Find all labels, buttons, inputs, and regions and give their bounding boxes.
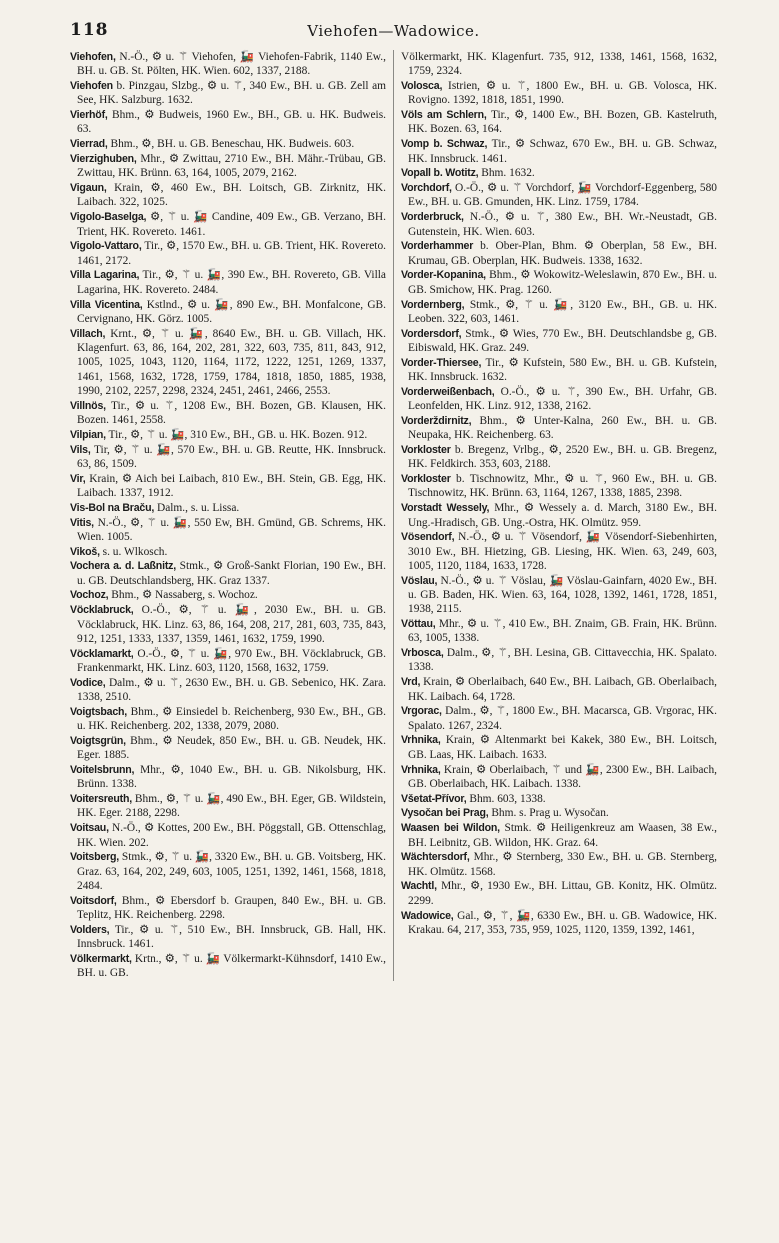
entry-text: Stmk., ⚙, ⚚ u. 🚂, 3320 Ew., BH. u. GB. Voitsberg, HK. Graz. 63, 164, 202, 249, 603, 1005, 1251, 1392, 1461, 1568, 1818, 2484.	[77, 851, 386, 892]
gazetteer-entry	[70, 850, 386, 893]
entry-headword: Vopall b. Wotitz,	[401, 167, 479, 180]
entry-text: Tir., ⚙, 1400 Ew., BH. Bozen, GB. Kastelruth, HK. Bozen. 63, 164.	[408, 109, 717, 136]
gazetteer-entry	[401, 210, 717, 239]
entry-headword: Vigolo-Baselga,	[70, 211, 147, 224]
entry-text: N.-Ö., ⚙, ⚚ u. 🚂, 550 Ew, BH. Gmünd, GB. Schrems, HK. Wien. 1005.	[77, 516, 386, 543]
gazetteer-entry	[401, 239, 717, 268]
entry-headword: Vordersdorf,	[401, 327, 462, 340]
entry-text: Dalm., s. u. Lissa.	[154, 501, 240, 514]
entry-headword: Vis-Bol na Braču,	[70, 501, 155, 514]
entry-text: Tir, ⚙, ⚚ u. 🚂, 570 Ew., BH. u. GB. Reutte, HK. Innsbruck. 63, 86, 1509.	[77, 443, 386, 470]
entry-headword: Vrhnika,	[401, 763, 441, 776]
entry-text: Krain, ⚙, 460 Ew., BH. Loitsch, GB. Zirknitz, HK. Laibach. 322, 1025.	[77, 182, 386, 209]
entry-text: Bhm. 603, 1338.	[466, 792, 546, 805]
entry-headword: Vilpian,	[70, 428, 106, 441]
gazetteer-entry	[70, 239, 386, 268]
entry-text: Tir., ⚙ u. ⚚, 1208 Ew., BH. Bozen, GB. Klausen, HK. Bozen. 1461, 2558.	[77, 399, 386, 426]
entry-headword: Vorchdorf,	[401, 182, 452, 195]
entry-headword: Vösendorf,	[401, 531, 455, 544]
entry-text: O.-Ö., ⚙ u. ⚚, 390 Ew., BH. Urfahr, GB. Leonfelden, HK. Linz. 912, 1338, 2162.	[408, 385, 717, 413]
entry-headword: Vorstadt Wessely,	[401, 502, 490, 515]
gazetteer-entry	[70, 734, 386, 763]
gazetteer-entry	[401, 166, 717, 180]
gazetteer-entry	[401, 79, 717, 108]
gazetteer-entry	[401, 137, 717, 166]
entry-text: Tir., ⚙, ⚚ u. 🚂, 390 Ew., BH. Rovereto, GB. Villa Lagarina, HK. Rovereto. 2484.	[77, 269, 386, 296]
gazetteer-entry	[401, 733, 717, 762]
entry-text: Bhm., ⚙ Wokowitz-Weleslawin, 870 Ew., BH. u. GB. Smichow, HK. Prag. 1260.	[408, 269, 717, 296]
gazetteer-entry	[401, 909, 717, 938]
gazetteer-entry	[70, 676, 386, 705]
entry-headword: Voitsdorf,	[70, 894, 117, 907]
entry-text: Bhm., ⚙ Einsiedel b. Reichenberg, 930 Ew., BH., GB. u. HK. Reichenberg. 202, 1338, 2079, 2080.	[77, 705, 386, 733]
entry-text: Bhm., ⚙ Ebersdorf b. Graupen, 840 Ew., BH. u. GB. Teplitz, HK. Reichenberg. 2298.	[77, 894, 386, 922]
entry-headword: Vrhnika,	[401, 734, 441, 747]
entry-headword: Vochoz,	[70, 589, 109, 602]
entry-headword: Villa Lagarina,	[70, 269, 140, 282]
entry-text: Bhm., ⚙ Nassaberg, s. Wochoz.	[108, 589, 258, 602]
entry-text: N.-Ö., ⚙ u. ⚚ Vösendorf, 🚂 Vösendorf-Siebenhirten, 3010 Ew., BH. Hietzing, GB. Liesing, HK. Wien. 63, 249, 603, 1005, 1120, 1184, 1633, 1728.	[408, 531, 717, 572]
entry-text: Völkermarkt, HK. Klagenfurt. 735, 912, 1338, 1461, 1568, 1632, 1759, 2324.	[401, 51, 717, 78]
entry-headword: Viehofen,	[70, 51, 116, 63]
gazetteer-entry	[401, 108, 717, 137]
entry-headword: Villnös,	[70, 399, 106, 412]
entry-headword: Vöcklabruck,	[70, 604, 134, 617]
entry-text: b. Bregenz, Vrlbg., ⚙, 2520 Ew., BH. u. GB. Bregenz, HK. Feldkirch. 353, 603, 2188.	[408, 444, 717, 471]
entry-headword: Wachtl,	[401, 880, 437, 893]
entry-text: Mhr., ⚙ Zwittau, 2710 Ew., BH. Mähr.-Trübau, GB. Zwittau, HK. Brünn. 63, 164, 1005, 2079, 2162.	[77, 153, 386, 180]
entry-text: N.-Ö., ⚙ u. ⚚ Vöslau, 🚂 Vöslau-Gainfarn, 4020 Ew., BH. u. GB. Baden, HK. Wien. 63, 164, 1028, 1392, 1461, 1728, 1851, 1938, 2115.	[408, 574, 717, 616]
entry-text: Krain, ⚙ Oberlaibach, 640 Ew., BH. Laibach, GB. Oberlaibach, HK. Laibach. 64, 1728.	[408, 676, 717, 703]
gazetteer-entry	[401, 675, 717, 704]
entry-headword: Vir,	[70, 472, 86, 485]
entry-text: Istrien, ⚙ u. ⚚, 1800 Ew., BH. u. GB. Volosca, HK. Rovigno. 1392, 1818, 1851, 1990.	[408, 80, 717, 107]
gazetteer-entry	[70, 50, 386, 79]
gazetteer-entry	[401, 414, 717, 443]
entry-headword: Völkermarkt,	[70, 952, 132, 965]
entry-text: Tir., ⚙ Schwaz, 670 Ew., BH. u. GB. Schwaz, HK. Innsbruck. 1461.	[408, 138, 717, 165]
entry-text: Dalm., ⚙, ⚚, BH. Lesina, GB. Cittavecchia, HK. Spalato. 1338.	[408, 647, 717, 674]
entry-headword: Vorder-Kopanina,	[401, 269, 486, 282]
entry-text: Stmk., ⚙ Groß-Sankt Florian, 190 Ew., BH. u. GB. Deutschlandsberg, HK. Graz 1337.	[77, 560, 386, 587]
entry-text: Bhm., ⚙ Budweis, 1960 Ew., BH., GB. u. HK. Budweis. 63.	[77, 109, 386, 136]
gazetteer-entry	[401, 792, 717, 806]
entry-headword: Völs am Schlern,	[401, 109, 487, 122]
entry-headword: Vitis,	[70, 516, 94, 529]
gazetteer-entry	[401, 443, 717, 472]
gazetteer-entry	[70, 516, 386, 545]
entry-text: O.-Ö., ⚙, ⚚ u. 🚂, 2030 Ew., BH. u. GB. Vöcklabruck, HK. Linz. 63, 86, 164, 208, 217, 281, 603, 735, 843, 912, 1251, 1333, 1337, 1359, 1461, 1632, 1759, 1990.	[77, 604, 386, 645]
entry-headword: Všetat-Přívor,	[401, 792, 467, 805]
gazetteer-entry	[70, 952, 386, 981]
gazetteer-entry	[70, 894, 386, 923]
entry-headword: Vigolo-Vattaro,	[70, 240, 142, 253]
entry-headword: Vorkloster	[401, 444, 451, 457]
entry-text: Bhm. 1632.	[478, 167, 535, 180]
gazetteer-entry	[401, 268, 717, 297]
entry-headword: Vrd,	[401, 676, 421, 689]
entry-text: Stmk., ⚙, ⚚ u. 🚂, 3120 Ew., BH., GB. u. HK. Leoben. 322, 603, 1461.	[408, 298, 717, 325]
entry-text: N.-Ö., ⚙ u. ⚚, 380 Ew., BH. Wr.-Neustadt, GB. Gutenstein, HK. Wien. 603.	[408, 211, 717, 238]
entry-text: Tir., ⚙, 1570 Ew., BH. u. GB. Trient, HK. Rovereto. 1461, 2172.	[77, 240, 386, 267]
gazetteer-entry	[70, 588, 386, 602]
gazetteer-entry	[70, 268, 386, 297]
gazetteer-entry	[70, 428, 386, 442]
entry-text: Stmk., ⚙ Wies, 770 Ew., BH. Deutschlandsbe g, GB. Eibiswald, HK. Graz. 249.	[408, 327, 717, 354]
entry-text: Bhm., ⚙, BH. u. GB. Beneschau, HK. Budweis. 603.	[107, 138, 355, 151]
entry-text: O.-Ö., ⚙ u. ⚚ Vorchdorf, 🚂 Vorchdorf-Eggenberg, 580 Ew., BH. u. GB. Gmunden, HK. Linz. 1759, 1784.	[408, 182, 717, 209]
gazetteer-entry	[401, 806, 717, 820]
entry-headword: Voigtsbach,	[70, 705, 128, 718]
entry-headword: Voitsau,	[70, 822, 109, 835]
gazetteer-entry	[70, 79, 386, 108]
entry-text: Tir., ⚙ Kufstein, 580 Ew., BH. u. GB. Kufstein, HK. Innsbruck. 1632.	[408, 356, 717, 384]
gazetteer-entry	[70, 399, 386, 428]
gazetteer-entry	[70, 472, 386, 501]
gazetteer-entry	[70, 181, 386, 210]
entry-headword: Vrgorac,	[401, 705, 442, 718]
gazetteer-entry	[401, 50, 717, 79]
gazetteer-entry	[70, 647, 386, 676]
gazetteer-entry	[401, 385, 717, 414]
gazetteer-entry	[70, 705, 386, 734]
entry-text: ⚙, ⚚ u. 🚂 Candine, 409 Ew., GB. Verzano, BH. Trient, HK. Rovereto. 1461.	[77, 211, 386, 238]
entry-headword: Voitsberg,	[70, 851, 120, 864]
entry-headword: Vodice,	[70, 676, 106, 689]
left-column	[70, 50, 394, 981]
gazetteer-entry	[401, 327, 717, 356]
entry-text: Kstlnd., ⚙ u. 🚂, 890 Ew., BH. Monfalcone, GB. Cervignano, HK. Görz. 1005.	[77, 298, 386, 325]
entry-text: O.-Ö., ⚙, ⚚ u. 🚂, 970 Ew., BH. Vöcklabruck, GB. Frankenmarkt, HK. Linz. 603, 1120, 1568, 1632, 1759.	[77, 647, 386, 674]
gazetteer-entry	[70, 298, 386, 327]
entry-text: Dalm., ⚙, ⚚, 1800 Ew., BH. Macarsca, GB. Vrgorac, HK. Spalato. 1267, 2324.	[408, 705, 717, 732]
entry-headword: Vrbosca,	[401, 647, 444, 660]
gazetteer-entry	[401, 879, 717, 908]
entry-headword: Voitersreuth,	[70, 793, 132, 806]
gazetteer-columns	[70, 50, 717, 981]
page-number: 118	[70, 20, 109, 40]
entry-text: Stmk. ⚙ Heiligenkreuz am Waasen, 38 Ew., BH. Leibnitz, GB. Wildon, HK. Graz. 64.	[408, 822, 717, 849]
gazetteer-entry	[401, 181, 717, 210]
gazetteer-entry	[70, 501, 386, 515]
entry-headword: Wadowice,	[401, 909, 454, 922]
entry-headword: Vorkloster	[401, 473, 451, 486]
running-head: Viehofen—Wadowice.	[307, 22, 480, 40]
gazetteer-entry	[70, 545, 386, 559]
entry-text: N.-Ö., ⚙ u. ⚚ Viehofen, 🚂 Viehofen-Fabrik, 1140 Ew., BH. u. GB. St. Pölten, HK. Wien. 602, 1337, 2188.	[77, 51, 386, 78]
entry-text: Bhm., ⚙ Neudek, 850 Ew., BH. u. GB. Neudek, HK. Eger. 1885.	[77, 734, 386, 762]
entry-text: Tir., ⚙ u. ⚚, 510 Ew., BH. Innsbruck, GB. Hall, HK. Innsbruck. 1461.	[77, 923, 386, 951]
gazetteer-entry	[401, 501, 717, 530]
entry-headword: Vomp b. Schwaz,	[401, 138, 488, 151]
entry-headword: Vorderbruck,	[401, 211, 464, 224]
entry-text: Mhr., ⚙, 1040 Ew., BH. u. GB. Nikolsburg, HK. Brünn. 1338.	[77, 764, 386, 791]
entry-headword: Vorderhammer	[401, 240, 474, 253]
gazetteer-entry	[70, 763, 386, 792]
entry-headword: Voitelsbrunn,	[70, 764, 135, 777]
entry-text: Krain, ⚙ Oberlaibach, ⚚ und 🚂, 2300 Ew., BH. Laibach, GB. Oberlaibach, HK. Laibach. 1338.	[408, 763, 717, 790]
entry-headword: Vöttau,	[401, 618, 436, 631]
entry-headword: Villa Vicentina,	[70, 298, 143, 311]
entry-text: Mhr., ⚙, 1930 Ew., BH. Littau, GB. Konitz, HK. Olmütz. 2299.	[408, 880, 717, 907]
gazetteer-entry	[70, 108, 386, 137]
gazetteer-entry	[70, 137, 386, 151]
entry-headword: Wächtersdorf,	[401, 851, 470, 864]
gazetteer-entry	[70, 152, 386, 181]
gazetteer-entry	[401, 704, 717, 733]
entry-headword: Vikoš,	[70, 545, 100, 558]
entry-text: Mhr., ⚙ Wessely a. d. March, 3180 Ew., BH. Ung.-Hradisch, GB. Ung.-Ostra, HK. Olmütz. 959.	[408, 502, 718, 529]
entry-text: Dalm., ⚙ u. ⚚, 2630 Ew., BH. u. GB. Sebenico, HK. Zara. 1338, 2510.	[77, 676, 386, 704]
entry-headword: Vorderždirnitz,	[401, 414, 472, 427]
gazetteer-entry	[70, 210, 386, 239]
entry-headword: Vierhöf,	[70, 109, 108, 122]
gazetteer-entry	[70, 443, 386, 472]
entry-text: Krtn., ⚙, ⚚ u. 🚂 Völkermarkt-Kühnsdorf, 1410 Ew., BH. u. GB.	[77, 952, 386, 980]
gazetteer-entry	[70, 327, 386, 398]
entry-text: b. Ober-Plan, Bhm. ⚙ Oberplan, 58 Ew., BH. Krumau, GB. Oberplan, HK. Budweis. 1338, 1632.	[408, 240, 717, 267]
gazetteer-entry	[401, 850, 717, 879]
gazetteer-entry	[70, 603, 386, 646]
gazetteer-entry	[401, 763, 717, 792]
entry-headword: Vordernberg,	[401, 298, 465, 311]
entry-text: Bhm., ⚙, ⚚ u. 🚂, 490 Ew., BH. Eger, GB. Wildstein, HK. Eger. 2188, 2298.	[77, 793, 386, 820]
entry-text: Gal., ⚙, ⚚, 🚂, 6330 Ew., BH. u. GB. Wadowice, HK. Krakau. 64, 217, 353, 735, 959, 1025, 1120, 1359, 1392, 1461,	[408, 909, 717, 936]
gazetteer-entry	[401, 472, 717, 501]
entry-headword: Vorder-Thiersee,	[401, 356, 482, 369]
entry-headword: Vils,	[70, 443, 91, 456]
entry-text: N.-Ö., ⚙ Kottes, 200 Ew., BH. Pöggstall, GB. Ottenschlag, HK. Wien. 202.	[77, 822, 386, 849]
entry-text: b. Pinzgau, Slzbg., ⚙ u. ⚚, 340 Ew., BH. u. GB. Zell am See, HK. Salzburg. 1632.	[77, 80, 386, 107]
entry-text: Krain, ⚙ Aich bei Laibach, 810 Ew., BH. Stein, GB. Egg, HK. Laibach. 1337, 1912.	[77, 472, 386, 499]
gazetteer-entry	[70, 792, 386, 821]
entry-headword: Volders,	[70, 923, 110, 936]
gazetteer-entry	[401, 617, 717, 646]
entry-headword: Vöcklamarkt,	[70, 647, 134, 660]
entry-text: Mhr., ⚙ u. ⚚, 410 Ew., BH. Znaim, GB. Frain, HK. Brünn. 63, 1005, 1338.	[408, 618, 717, 645]
entry-headword: Waasen bei Wildon,	[401, 822, 500, 835]
gazetteer-entry	[70, 821, 386, 850]
entry-text: Krnt., ⚙, ⚚ u. 🚂, 8640 Ew., BH. u. GB. Villach, HK. Klagenfurt. 63, 86, 164, 202, 281, 322, 603, 735, 811, 843, 912, 1005, 1025, 1043, 1120, 1164, 1172, 1222, 1251, 1269, 1337, 1461, 1568, 1632, 1728, 1759, 1784, 1818, 1850, 1885, 1938, 1990, 2102, 2257, 2298, 2324, 2451, 2461, 2466, 2553.	[77, 327, 386, 397]
entry-text: b. Tischnowitz, Mhr., ⚙ u. ⚚, 960 Ew., BH. u. GB. Tischnowitz, HK. Brünn. 63, 1164, 1267, 1338, 1885, 2398.	[408, 473, 717, 500]
entry-headword: Vierrad,	[70, 138, 108, 151]
entry-text: Bhm., ⚙ Unter-Kalna, 260 Ew., BH. u. GB. Neupaka, HK. Reichenberg. 63.	[408, 414, 717, 442]
gazetteer-entry	[401, 356, 717, 385]
gazetteer-entry	[401, 646, 717, 675]
entry-headword: Vigaun,	[70, 182, 107, 195]
entry-headword: Vorderweißenbach,	[401, 385, 495, 398]
entry-headword: Vysočan bei Prag,	[401, 807, 489, 820]
entry-headword: Vierzighuben,	[70, 153, 137, 166]
entry-text: Krain, ⚙ Altenmarkt bei Kakek, 380 Ew., BH. Loitsch, GB. Laas, HK. Laibach. 1633.	[408, 734, 717, 761]
entry-text: Mhr., ⚙ Sternberg, 330 Ew., BH. u. GB. Sternberg, HK. Olmütz. 1568.	[408, 851, 717, 878]
entry-headword: Vochera a. d. Laßnitz,	[70, 560, 176, 573]
page-header	[70, 14, 717, 44]
right-column	[399, 50, 717, 981]
gazetteer-entry	[401, 530, 717, 573]
entry-text: Bhm. s. Prag u. Wysočan.	[488, 807, 609, 820]
entry-headword: Volosca,	[401, 80, 443, 93]
entry-text: Tir., ⚙, ⚚ u. 🚂, 310 Ew., BH., GB. u. HK. Bozen. 912.	[105, 428, 368, 441]
gazetteer-entry	[401, 821, 717, 850]
entry-headword: Voigtsgrün,	[70, 734, 126, 747]
gazetteer-entry	[401, 574, 717, 617]
entry-headword: Viehofen	[70, 80, 113, 93]
entry-headword: Villach,	[70, 327, 106, 340]
gazetteer-entry	[70, 923, 386, 952]
gazetteer-entry	[70, 559, 386, 588]
entry-text: s. u. Wlkosch.	[99, 545, 168, 558]
entry-headword: Vöslau,	[401, 574, 438, 587]
gazetteer-entry	[401, 298, 717, 327]
